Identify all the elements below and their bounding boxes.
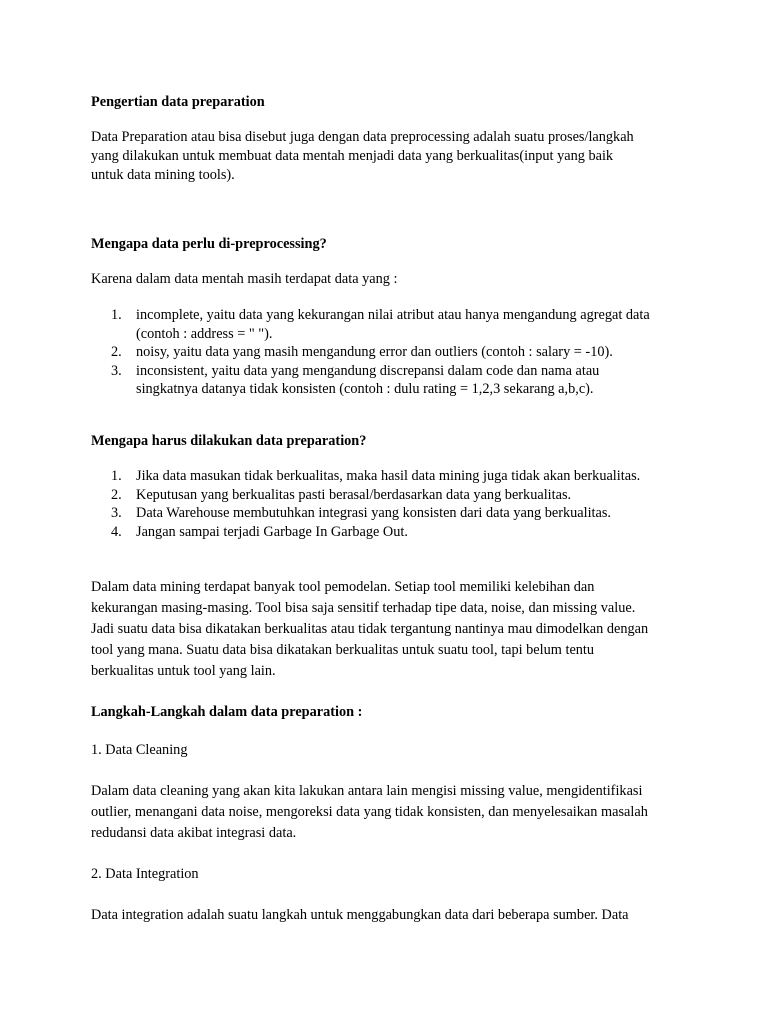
text-line: untuk data mining tools).: [91, 167, 235, 183]
list-item: [91, 523, 691, 542]
text-line: Jadi suatu data bisa dikatakan berkualitas atau tidak tergantung nantinya mau dimodelkan dengan: [91, 621, 649, 637]
text-line: redudansi data akibat integrasi data.: [91, 825, 297, 841]
list-item: [91, 362, 691, 399]
text-line: inconsistent, yaitu data yang mengandung discrepansi dalam code dan nama atau: [136, 362, 600, 379]
step-data-integration-title: 2. Data Integration: [91, 866, 199, 882]
text-line: Data integration adalah suatu langkah untuk menggabungkan data dari beberapa sumber. Data: [91, 907, 629, 923]
heading-langkah: Langkah-Langkah dalam data preparation :: [91, 704, 363, 720]
paragraph-data-cleaning: [91, 781, 691, 844]
heading-pengertian: Pengertian data preparation: [91, 94, 265, 110]
list-number: 3.: [111, 362, 122, 379]
list-number: 2.: [111, 344, 122, 360]
list-item: [91, 306, 691, 343]
list-number: 4.: [111, 523, 122, 540]
text-line: Dalam data cleaning yang akan kita lakukan antara lain mengisi missing value, mengidentifikasi: [91, 783, 643, 799]
heading-mengapa-preprocessing: Mengapa data perlu di-preprocessing?: [91, 236, 327, 252]
paragraph-pengertian: [91, 128, 691, 185]
list-text: Jangan sampai terjadi Garbage In Garbage Out.: [136, 523, 408, 540]
text-line: tool yang mana. Suatu data bisa dikatakan berkualitas untuk suatu tool, tapi belum tentu: [91, 642, 595, 658]
list-number: 2.: [111, 486, 122, 503]
text-line: Data Preparation atau bisa disebut juga dengan data preprocessing adalah suatu proses/langkah: [91, 129, 634, 145]
text-line: outlier, menangani data noise, mengoreksi data yang tidak konsisten, dan menyelesaikan masalah: [91, 804, 648, 820]
heading-mengapa-preparation: Mengapa harus dilakukan data preparation?: [91, 433, 367, 449]
list-text: Data Warehouse membutuhkan integrasi yang konsisten dari data yang berkualitas.: [136, 505, 612, 521]
list-number: 1.: [111, 468, 122, 484]
list-item: [91, 467, 691, 486]
text-line: yang dilakukan untuk membuat data mentah menjadi data yang berkualitas(input yang baik: [91, 148, 614, 164]
list-reasons: [91, 467, 691, 541]
text-line: (contoh : address = " ").: [136, 325, 273, 342]
text-line: Dalam data mining terdapat banyak tool pemodelan. Setiap tool memiliki kelebihan dan: [91, 579, 595, 595]
list-text: Keputusan yang berkualitas pasti berasal/berdasarkan data yang berkualitas.: [136, 486, 572, 503]
paragraph-data-integration: [91, 905, 691, 926]
list-number: 3.: [111, 505, 122, 521]
list-data-problems: [91, 306, 691, 399]
text-line: kekurangan masing-masing. Tool bisa saja sensitif terhadap tipe data, noise, dan missing value.: [91, 600, 636, 616]
list-item: [91, 486, 691, 505]
intro-text: Karena dalam data mentah masih terdapat data yang :: [91, 271, 398, 287]
text-line: berkualitas untuk tool yang lain.: [91, 663, 276, 679]
paragraph-tool-pemodelan: [91, 577, 691, 682]
text-line: noisy, yaitu data yang masih mengandung error dan outliers (contoh : salary = -10).: [136, 344, 613, 360]
text-line: incomplete, yaitu data yang kekurangan nilai atribut atau hanya mengandung agregat data: [136, 307, 650, 323]
list-item: [91, 504, 691, 523]
list-number: 1.: [111, 307, 122, 323]
text-line: singkatnya datanya tidak konsisten (contoh : dulu rating = 1,2,3 sekarang a,b,c).: [136, 381, 594, 397]
step-data-cleaning-title: 1. Data Cleaning: [91, 742, 188, 758]
list-text: Jika data masukan tidak berkualitas, maka hasil data mining juga tidak akan berkualitas.: [136, 468, 641, 484]
list-item: [91, 343, 691, 362]
